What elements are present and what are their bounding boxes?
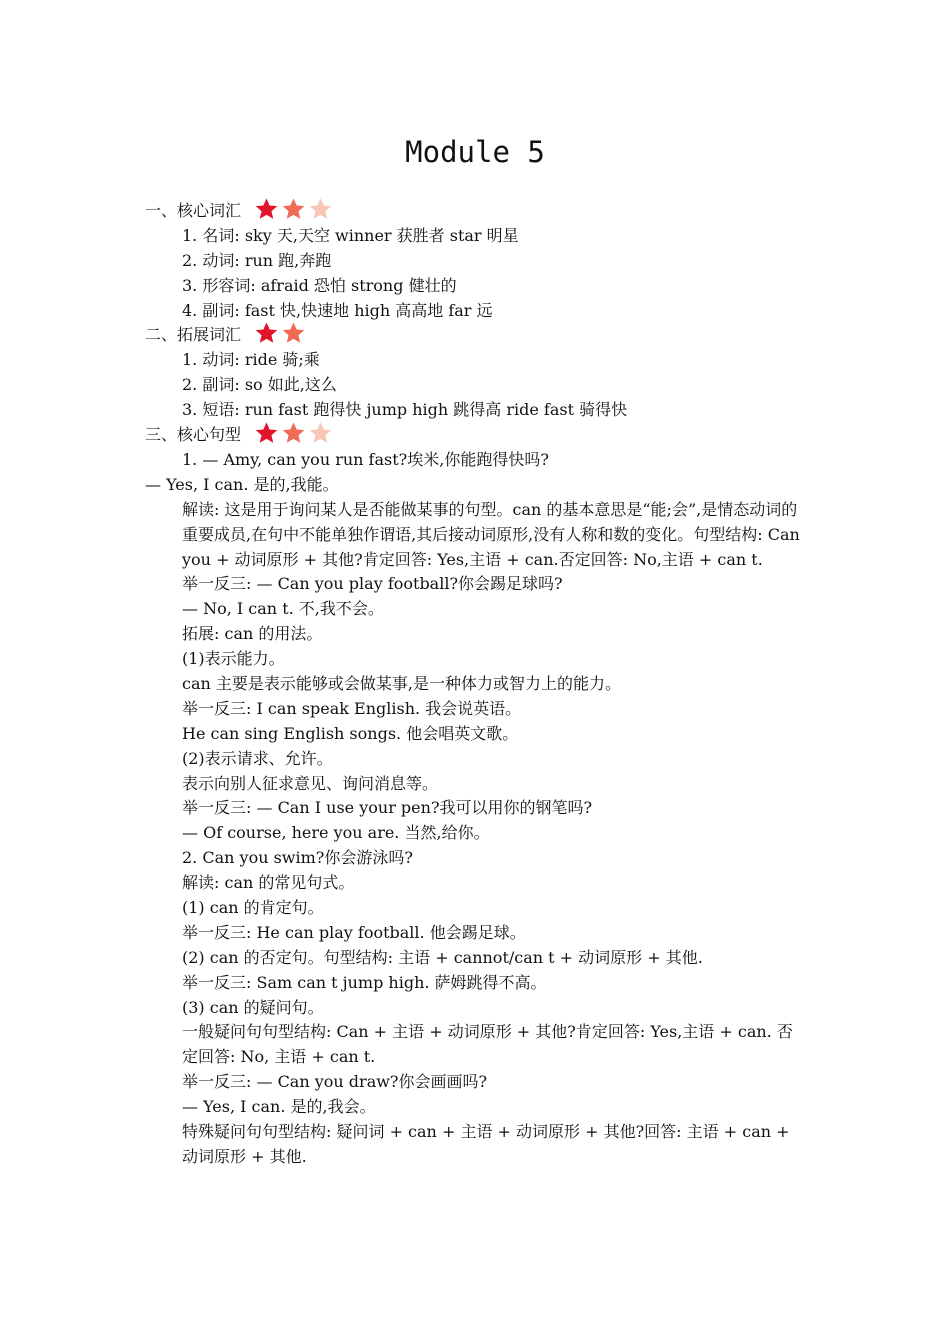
star-icon: [280, 196, 307, 223]
core-sentence-line-13: — Of course, here you are. 当然,给你。: [182, 823, 490, 843]
star-icon: [253, 420, 280, 447]
core-sentence-line-11: 表示向别人征求意见、询问消息等。: [182, 773, 439, 793]
document-title: Module 5: [405, 135, 545, 169]
star-icon: [253, 320, 280, 347]
core-sentence-line-12: 举一反三: — Can I use your pen?我可以用你的钢笔吗?: [182, 798, 593, 818]
core-vocab-line-4: 4. 副词: fast 快,快速地 high 高高地 far 远: [182, 300, 493, 320]
core-sentence-line-21: — Yes, I can. 是的,我会。: [182, 1097, 376, 1117]
core-sentence-line-6: (1)表示能力。: [182, 649, 285, 669]
core-sentence-line-17: 举一反三: He can play football. 他会踢足球。: [182, 922, 526, 942]
core-vocab-heading: 一、核心词汇: [145, 201, 242, 220]
extended-vocab-line-2: 2. 副词: so 如此,这么: [182, 375, 337, 395]
core-sentence-line-10: (2)表示请求、允许。: [182, 748, 333, 768]
core-sentence-line-2: — Yes, I can. 是的,我能。: [145, 474, 339, 494]
core-sentence-paragraph-2: (2) can 的否定句。句型结构: 主语 + cannot/can t + 动词原形 + 其他.: [182, 947, 703, 967]
core-sentences-rating-stars: [253, 421, 334, 445]
extended-vocab-line-3: 3. 短语: run fast 跑得快 jump high 跳得高 ride fast 骑得快: [182, 400, 628, 420]
core-sentence-line-20: 举一反三: — Can you draw?你会画画吗?: [182, 1072, 488, 1092]
document-content: [145, 199, 800, 1170]
core-sentence-line-7: can 主要是表示能够或会做某事,是一种体力或智力上的能力。: [182, 673, 621, 693]
star-icon: [307, 420, 334, 447]
core-sentence-line-19: (3) can 的疑问句。: [182, 997, 324, 1017]
core-sentence-line-3: 举一反三: — Can you play football?你会踢足球吗?: [182, 574, 563, 594]
extended-vocab-heading: 二、拓展词汇: [145, 325, 242, 345]
section-heading-core-sentences: [145, 423, 800, 448]
core-vocab-line-1: 1. 名词: sky 天,天空 winner 获胜者 star 明星: [182, 225, 519, 245]
section-heading-extended-vocab: [145, 323, 800, 348]
core-sentences-heading: 三、核心句型: [145, 425, 242, 445]
star-icon: [280, 420, 307, 447]
core-sentence-line-14: 2. Can you swim?你会游泳吗?: [182, 848, 413, 868]
core-sentence-line-4: — No, I can t. 不,我不会。: [182, 599, 384, 619]
section-heading-core-vocab: [145, 199, 800, 224]
star-icon: [307, 196, 334, 223]
core-sentence-line-18: 举一反三: Sam can t jump high. 萨姆跳得不高。: [182, 972, 547, 992]
core-vocab-line-3: 3. 形容词: afraid 恐怕 strong 健壮的: [182, 275, 457, 295]
core-sentence-line-9: He can sing English songs. 他会唱英文歌。: [182, 723, 519, 743]
core-sentence-paragraph-4: 特殊疑问句句型结构: 疑问词 + can + 主语 + 动词原形 + 其他?回答: 主语 + can + 动词原形 + 其他.: [182, 1122, 790, 1166]
star-icon: [253, 196, 280, 223]
core-sentence-line-1: 1. — Amy, can you run fast?埃米,你能跑得快吗?: [182, 449, 549, 469]
core-sentence-line-5: 拓展: can 的用法。: [182, 624, 323, 644]
core-sentence-line-16: (1) can 的肯定句。: [182, 897, 324, 917]
extended-vocab-rating-stars: [253, 322, 307, 346]
core-sentence-line-8: 举一反三: I can speak English. 我会说英语。: [182, 698, 522, 718]
star-icon: [280, 320, 307, 347]
core-vocab-rating-stars: [253, 197, 334, 221]
core-vocab-line-2: 2. 动词: run 跑,奔跑: [182, 250, 332, 270]
core-sentence-line-15: 解读: can 的常见句式。: [182, 873, 355, 893]
core-sentence-paragraph-3: 一般疑问句句型结构: Can + 主语 + 动词原形 + 其他?肯定回答: Yes,主语 + can. 否定回答: No, 主语 + can t.: [182, 1022, 793, 1067]
core-sentence-paragraph-1: 解读: 这是用于询问某人是否能做某事的句型。can 的基本意思是“能;会”,是情态动词的重要成员,在句中不能单独作谓语,其后接动词原形,没有人称和数的变化。句型结构: Can you + 动词原形 + 其他?肯定回答: Yes,主语 + can.否定回答: No,主语 + can t.: [182, 499, 800, 569]
extended-vocab-line-1: 1. 动词: ride 骑;乘: [182, 350, 320, 370]
